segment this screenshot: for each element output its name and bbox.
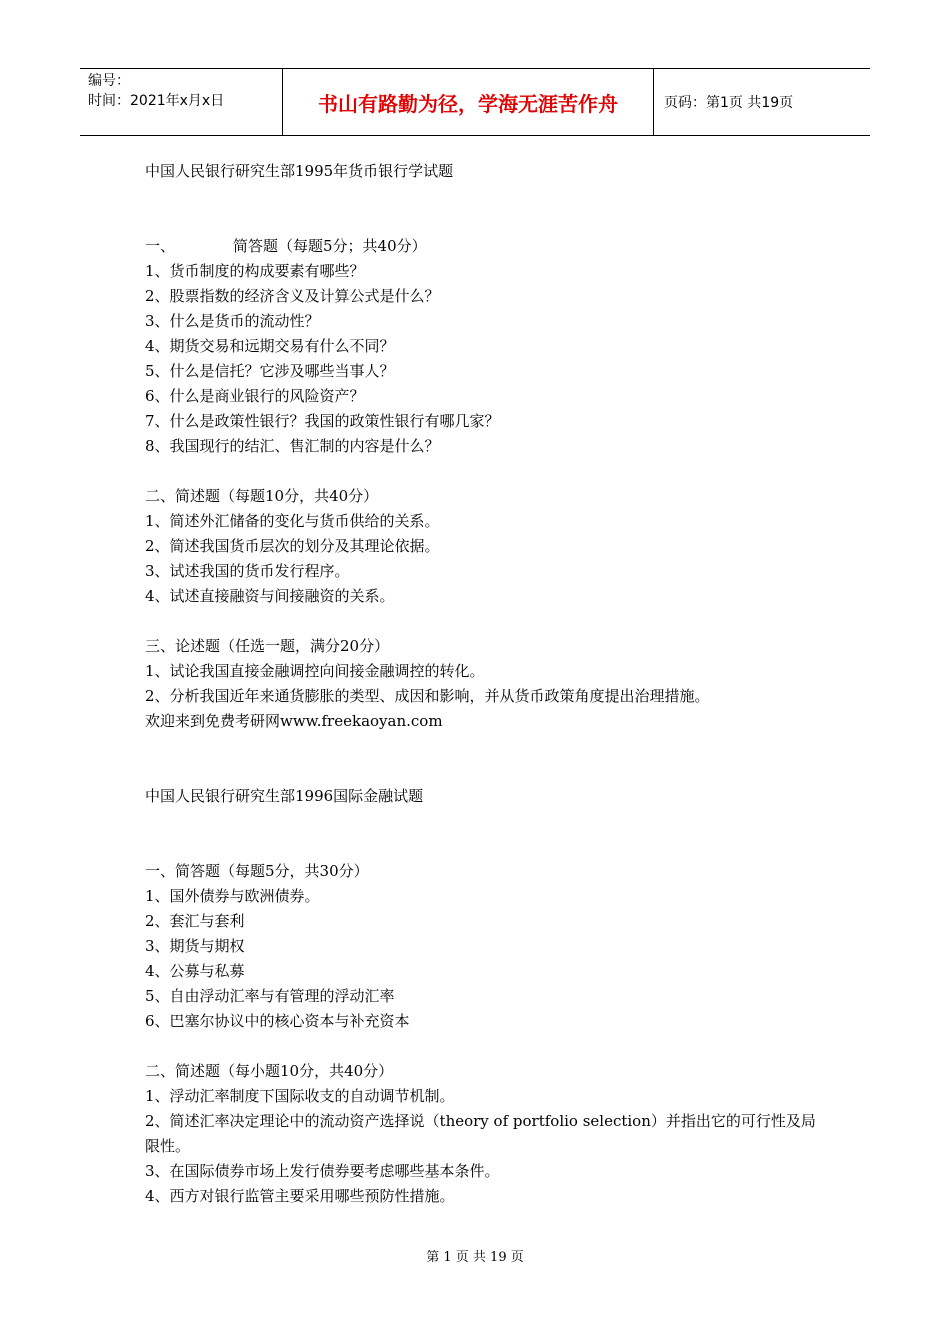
- exam-title: 中国人民银行研究生部1995年货币银行学试题: [145, 162, 454, 180]
- question-item: 6、巴塞尔协议中的核心资本与补充资本: [145, 1012, 410, 1030]
- question-item: 3、在国际债券市场上发行债券要考虑哪些基本条件。: [145, 1162, 500, 1180]
- document-number-label: 编号：: [88, 73, 130, 89]
- section-heading: [145, 234, 825, 259]
- question-item: 5、什么是信托？它涉及哪些当事人？: [145, 362, 395, 380]
- question-item: 4、试述直接融资与间接融资的关系。: [145, 587, 395, 605]
- question-item: 1、国外债券与欧洲债券。: [145, 887, 320, 905]
- header-motto: 书山有路勤为径，学海无涯苦作舟: [282, 69, 654, 135]
- question-item: 2、套汇与套利: [145, 912, 245, 930]
- question-item: 3、期货与期权: [145, 937, 245, 955]
- section-heading: 二、简述题（每题10分，共40分）: [145, 487, 379, 505]
- question-item: 1、试论我国直接金融调控向间接金融调控的转化。: [145, 662, 485, 680]
- section-title: 简答题（每题5分；共40分）: [233, 237, 427, 255]
- section-heading: 三、论述题（任选一题，满分20分）: [145, 637, 390, 655]
- question-item: 1、货币制度的构成要素有哪些？: [145, 262, 365, 280]
- section-heading: 二、简述题（每小题10分，共40分）: [145, 1062, 394, 1080]
- question-item: 4、西方对银行监管主要采用哪些预防性措施。: [145, 1187, 455, 1205]
- document-date-label: 时间：2021年x月x日: [88, 93, 225, 109]
- question-item: 2、简述汇率决定理论中的流动资产选择说（theory of portfolio selection）并指出它的可行性及局限性。: [145, 1112, 816, 1155]
- header-page-number: 页码：第1页 共19页: [664, 95, 794, 111]
- question-item: 3、什么是货币的流动性？: [145, 312, 320, 330]
- page-footer: 第 1 页 共 19 页: [426, 1250, 524, 1265]
- header-meta: [80, 69, 282, 135]
- section-heading: 一、简答题（每题5分，共30分）: [145, 862, 369, 880]
- section-number: 一、: [145, 237, 176, 255]
- question-item: 4、期货交易和远期交易有什么不同？: [145, 337, 395, 355]
- website-link[interactable]: 欢迎来到免费考研网www.freekaoyan.com: [145, 712, 443, 730]
- question-item: 1、简述外汇储备的变化与货币供给的关系。: [145, 512, 440, 530]
- question-item: 6、什么是商业银行的风险资产？: [145, 387, 365, 405]
- question-item: 3、试述我国的货币发行程序。: [145, 562, 350, 580]
- exam-title: 中国人民银行研究生部1996国际金融试题: [145, 787, 424, 805]
- question-item: 1、浮动汇率制度下国际收支的自动调节机制。: [145, 1087, 455, 1105]
- question-item: 4、公募与私募: [145, 962, 245, 980]
- question-item: 2、股票指数的经济含义及计算公式是什么？: [145, 287, 440, 305]
- document-header: [80, 68, 870, 136]
- question-item: 5、自由浮动汇率与有管理的浮动汇率: [145, 987, 395, 1005]
- question-item: 2、分析我国近年来通货膨胀的类型、成因和影响，并从货币政策角度提出治理措施。: [145, 687, 710, 705]
- question-item: 8、我国现行的结汇、售汇制的内容是什么？: [145, 437, 440, 455]
- document-body: [145, 159, 825, 1209]
- question-item: 2、简述我国货币层次的划分及其理论依据。: [145, 537, 440, 555]
- question-item: 7、什么是政策性银行？我国的政策性银行有哪几家？: [145, 412, 500, 430]
